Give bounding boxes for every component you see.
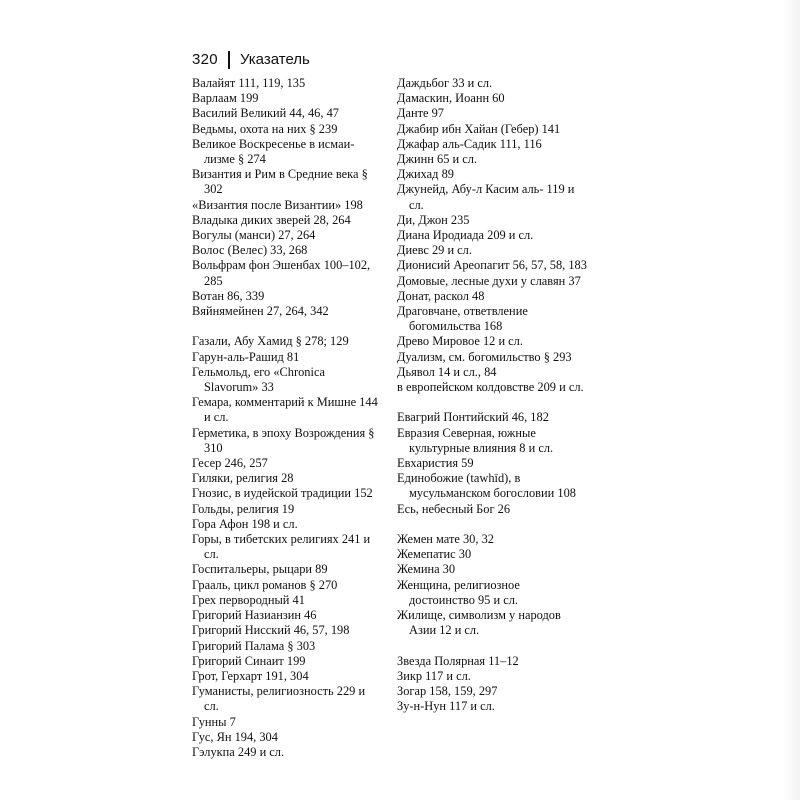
index-entry: Валайят 111, 119, 135 <box>192 76 306 90</box>
index-entry: Жемина 30 <box>397 562 456 577</box>
index-entry: Драговчане, ответвление богомильства 168 <box>397 304 528 334</box>
index-entry: Гарун-аль-Рашид 81 <box>192 349 300 364</box>
page-edge-shadow <box>782 0 800 800</box>
index-entry: Газали, Абу Хамид § 278; 129 <box>192 334 349 349</box>
header-divider <box>228 51 230 69</box>
index-entry: Ди, Джон 235 <box>397 212 470 227</box>
index-entry: Гэлукпа 249 и сл. <box>192 744 285 759</box>
index-entry: Григорий Назианзин 46 <box>192 608 317 623</box>
letter-group-gap <box>397 517 587 532</box>
index-entry: Гиляки, религия 28 <box>192 471 294 486</box>
index-entry: Гольды, религия 19 <box>192 501 295 516</box>
index-entry: Грех первородный 41 <box>192 592 305 607</box>
index-entry: Великое Воскресенье в исмаи-лизме § 274 <box>192 136 355 167</box>
index-entry: Горы, в тибетских религиях 241 и сл. <box>192 532 371 562</box>
index-entry: Есь, небесный Бог 26 <box>397 501 511 516</box>
index-entry: Герметика, в эпоху Возрождения § 310 <box>192 425 375 455</box>
index-entry: Гельмольд, его «Chronica Slavorum» 33 <box>192 364 325 395</box>
index-entry: Волос (Велес) 33, 268 <box>192 243 308 258</box>
letter-group-gap <box>397 395 587 410</box>
index-entry: Даждьбог 33 и сл. <box>397 76 493 90</box>
index-entry: Домовые, лесные духи у славян 37 <box>397 273 581 288</box>
index-entry: Владыка диких зверей 28, 264 <box>192 212 351 227</box>
index-entry: Вольфрам фон Эшенбах 100–102, 285 <box>192 258 371 288</box>
index-entry: в европейском колдовстве 209 и сл. <box>397 380 584 395</box>
letter-group-gap <box>192 319 382 334</box>
index-entry: Вотан 86, 339 <box>192 288 265 303</box>
index-entry: Зогар 158, 159, 297 <box>397 684 498 699</box>
index-entry: Дамаскин, Иоанн 60 <box>397 91 505 106</box>
index-entry: Данте 97 <box>397 106 444 121</box>
index-entry: Джунейд, Абу-л Касим аль- 119 и сл. <box>397 182 575 212</box>
index-entry: Гемара, комментарий к Мишне 144 и сл. <box>192 395 378 425</box>
index-entry: Гесер 246, 257 <box>192 456 268 471</box>
index-entry: Диевс 29 и сл. <box>397 243 472 258</box>
index-entry: Жемепатис 30 <box>397 547 472 562</box>
index-entry: Вяйнямейнен 27, 264, 342 <box>192 304 329 319</box>
index-entry: Григорий Синаит 199 <box>192 653 306 668</box>
index-entry: Дионисий Ареопагит 56, 57, 58, 183 <box>397 258 587 273</box>
index-entry: Грааль, цикл романов § 270 <box>192 577 338 592</box>
index-entry: Жилище, символизм у народов Азии 12 и сл. <box>397 608 561 638</box>
index-entry: Звезда Полярная 11–12 <box>397 653 519 668</box>
index-entry: Гнозис, в иудейской традиции 152 <box>192 486 373 501</box>
index-entry: Ведьмы, охота на них § 239 <box>192 121 338 136</box>
index-entry: Григорий Палама § 303 <box>192 638 316 653</box>
index-entry: Варлаам 199 <box>192 91 259 106</box>
index-entry: Вогулы (манси) 27, 264 <box>192 228 316 243</box>
index-entry: Донат, раскол 48 <box>397 288 485 303</box>
index-column-left <box>192 76 382 760</box>
index-entry: Зу-н-Нун 117 и сл. <box>397 699 495 714</box>
index-entry: Джафар аль-Садик 111, 116 <box>397 136 542 151</box>
index-entry: Дьявол 14 и сл., 84 <box>397 364 497 379</box>
page-number: 320 <box>192 51 218 68</box>
index-entry: Диана Иродиада 209 и сл. <box>397 228 534 243</box>
page-header <box>192 48 310 72</box>
index-entry: Евхаристия 59 <box>397 456 474 471</box>
index-entry: Джабир ибн Хайан (Гебер) 141 <box>397 121 561 136</box>
letter-group-gap <box>397 638 587 653</box>
index-entry: «Византия после Византии» 198 <box>192 197 363 212</box>
index-entry: Гуманисты, религиозность 229 и сл. <box>192 684 366 714</box>
index-entry: Грот, Герхарт 191, 304 <box>192 668 309 683</box>
index-entry: Евразия Северная, южные культурные влияния 8 и сл. <box>397 425 554 455</box>
index-entry: Джихад 89 <box>397 167 454 182</box>
index-entry: Госпитальеры, рыцари 89 <box>192 562 328 577</box>
index-entry: Жемен мате 30, 32 <box>397 532 494 547</box>
index-entry: Василий Великий 44, 46, 47 <box>192 106 339 121</box>
index-entry: Джинн 65 и сл. <box>397 152 478 167</box>
index-entry: Зикр 117 и сл. <box>397 668 471 683</box>
index-entry: Гунны 7 <box>192 714 236 729</box>
index-entry: Григорий Нисский 46, 57, 198 <box>192 623 350 638</box>
index-entry: Единобожие (tawhīd), в мусульманском богословии 108 <box>397 471 576 501</box>
index-entry: Дуализм, см. богомильство § 293 <box>397 349 572 364</box>
index-entry: Византия и Рим в Средние века § 302 <box>192 167 368 197</box>
index-entry: Женщина, религиозное достоинство 95 и сл. <box>397 577 520 607</box>
index-entry: Древо Мировое 12 и сл. <box>397 334 523 349</box>
index-column-right <box>397 76 587 714</box>
index-entry: Гус, Ян 194, 304 <box>192 729 278 744</box>
index-entry: Евагрий Понтийский 46, 182 <box>397 410 549 425</box>
section-title: Указатель <box>239 51 310 68</box>
index-entry: Гора Афон 198 и сл. <box>192 516 298 531</box>
